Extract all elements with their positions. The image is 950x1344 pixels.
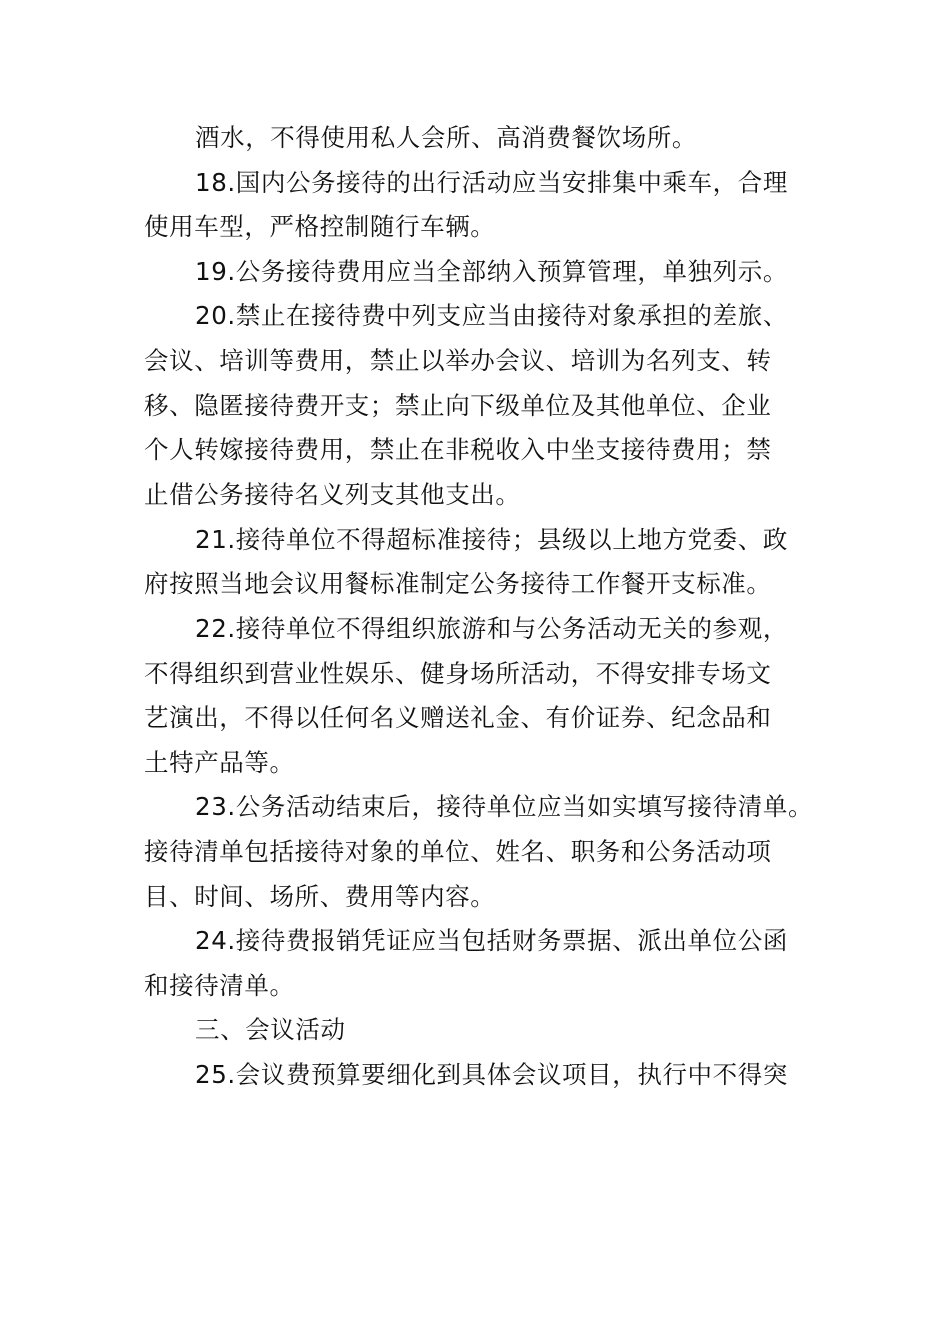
text-line: 艺演出，不得以任何名义赠送礼金、有价证券、纪念品和 bbox=[144, 703, 772, 732]
text-line: 使用车型，严格控制随行车辆。 bbox=[144, 212, 496, 241]
text-line: 止借公务接待名义列支其他支出。 bbox=[144, 480, 521, 509]
section-heading: 三、会议活动 bbox=[195, 1015, 346, 1044]
text-line: 19.公务接待费用应当全部纳入预算管理，单独列示。 bbox=[195, 257, 788, 286]
text-line: 土特产品等。 bbox=[144, 748, 295, 777]
text-line: 移、隐匿接待费开支；禁止向下级单位及其他单位、企业 bbox=[144, 391, 772, 420]
text-line: 23.公务活动结束后，接待单位应当如实填写接待清单。 bbox=[195, 792, 814, 821]
text-line: 18.国内公务接待的出行活动应当安排集中乘车，合理 bbox=[195, 168, 788, 197]
text-line: 府按照当地会议用餐标准制定公务接待工作餐开支标准。 bbox=[144, 569, 772, 598]
text-line: 不得组织到营业性娱乐、健身场所活动，不得安排专场文 bbox=[144, 659, 772, 688]
text-line: 20.禁止在接待费中列支应当由接待对象承担的差旅、 bbox=[195, 301, 788, 330]
text-line: 25.会议费预算要细化到具体会议项目，执行中不得突 bbox=[195, 1060, 788, 1089]
text-line: 24.接待费报销凭证应当包括财务票据、派出单位公函 bbox=[195, 926, 788, 955]
text-line: 会议、培训等费用，禁止以举办会议、培训为名列支、转 bbox=[144, 346, 772, 375]
text-line: 个人转嫁接待费用，禁止在非税收入中坐支接待费用；禁 bbox=[144, 435, 772, 464]
text-line: 酒水，不得使用私人会所、高消费餐饮场所。 bbox=[195, 123, 697, 152]
text-line: 和接待清单。 bbox=[144, 971, 295, 1000]
text-line: 接待清单包括接待对象的单位、姓名、职务和公务活动项 bbox=[144, 837, 772, 866]
text-line: 目、时间、场所、费用等内容。 bbox=[144, 882, 496, 911]
text-line: 21.接待单位不得超标准接待；县级以上地方党委、政 bbox=[195, 525, 788, 554]
text-line: 22.接待单位不得组织旅游和与公务活动无关的参观， bbox=[195, 614, 788, 643]
